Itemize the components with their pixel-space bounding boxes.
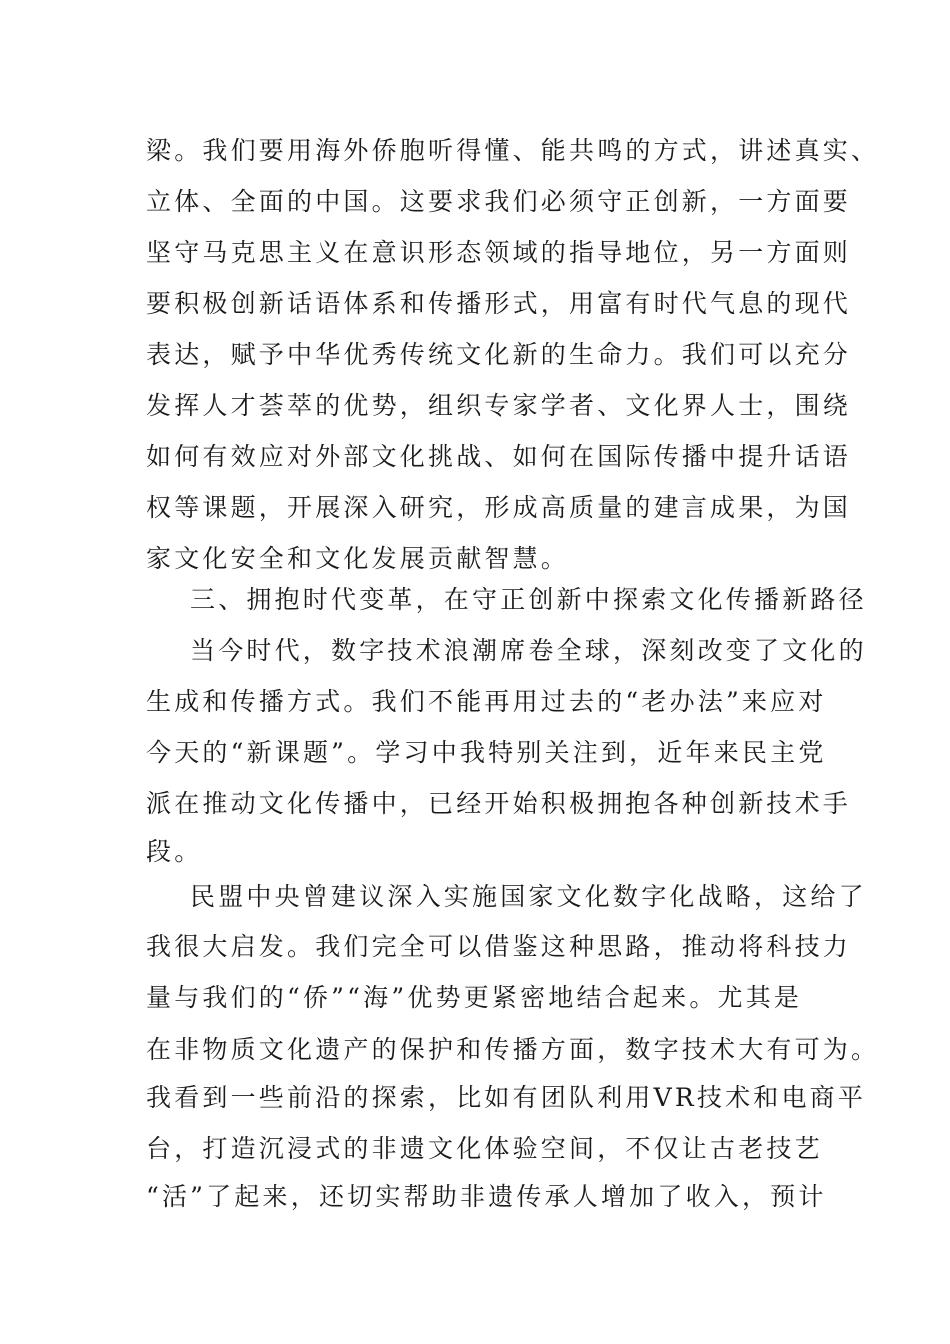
text-line: 台，打造沉浸式的非遗文化体验空间，不仅让古老技艺 bbox=[146, 1134, 823, 1163]
text-line: 立体、全面的中国。这要求我们必须守正创新，一方面要 bbox=[146, 187, 852, 216]
text-line: 民盟中央曾建议深入实施国家文化数字化战略，这给了 bbox=[190, 882, 867, 911]
text-line: 表达，赋予中华优秀传统文化新的生命力。我们可以充分 bbox=[146, 340, 852, 369]
text-line: 量与我们的“侨”“海”优势更紧密地结合起来。尤其是 bbox=[146, 983, 803, 1012]
text-line: 在非物质文化遗产的保护和传播方面，数字技术大有可为。 bbox=[146, 1035, 880, 1064]
text-line: 发挥人才荟萃的优势，组织专家学者、文化界人士，围绕 bbox=[146, 391, 852, 420]
text-line: 我看到一些前沿的探索，比如有团队利用VR技术和电商平 bbox=[146, 1083, 867, 1112]
text-line: 段。 bbox=[146, 837, 203, 866]
text-line: 我很大启发。我们完全可以借鉴这种思路，推动将科技力 bbox=[146, 932, 852, 961]
text-line: 要积极创新话语体系和传播形式，用富有时代气息的现代 bbox=[146, 289, 852, 318]
text-line: 生成和传播方式。我们不能再用过去的“老办法”来应对 bbox=[146, 687, 827, 716]
text-line: “活”了起来，还切实帮助非遗传承人增加了收入，预计 bbox=[146, 1182, 827, 1211]
text-line: 今天的“新课题”。学习中我特别关注到，近年来民主党 bbox=[146, 738, 827, 767]
text-line: 坚守马克思主义在意识形态领域的指导地位，另一方面则 bbox=[146, 238, 852, 267]
text-line: 当今时代，数字技术浪潮席卷全球，深刻改变了文化的 bbox=[190, 636, 867, 665]
text-line: 梁。我们要用海外侨胞听得懂、能共鸣的方式，讲述真实、 bbox=[146, 136, 880, 165]
text-line: 权等课题，开展深入研究，形成高质量的建言成果，为国 bbox=[146, 493, 852, 522]
text-line: 家文化安全和文化发展贡献智慧。 bbox=[146, 544, 570, 573]
section-heading: 三、拥抱时代变革，在守正创新中探索文化传播新路径 bbox=[190, 585, 867, 614]
text-line: 如何有效应对外部文化挑战、如何在国际传播中提升话语 bbox=[146, 442, 852, 471]
text-line: 派在推动文化传播中，已经开始积极拥抱各种创新技术手 bbox=[146, 789, 852, 818]
